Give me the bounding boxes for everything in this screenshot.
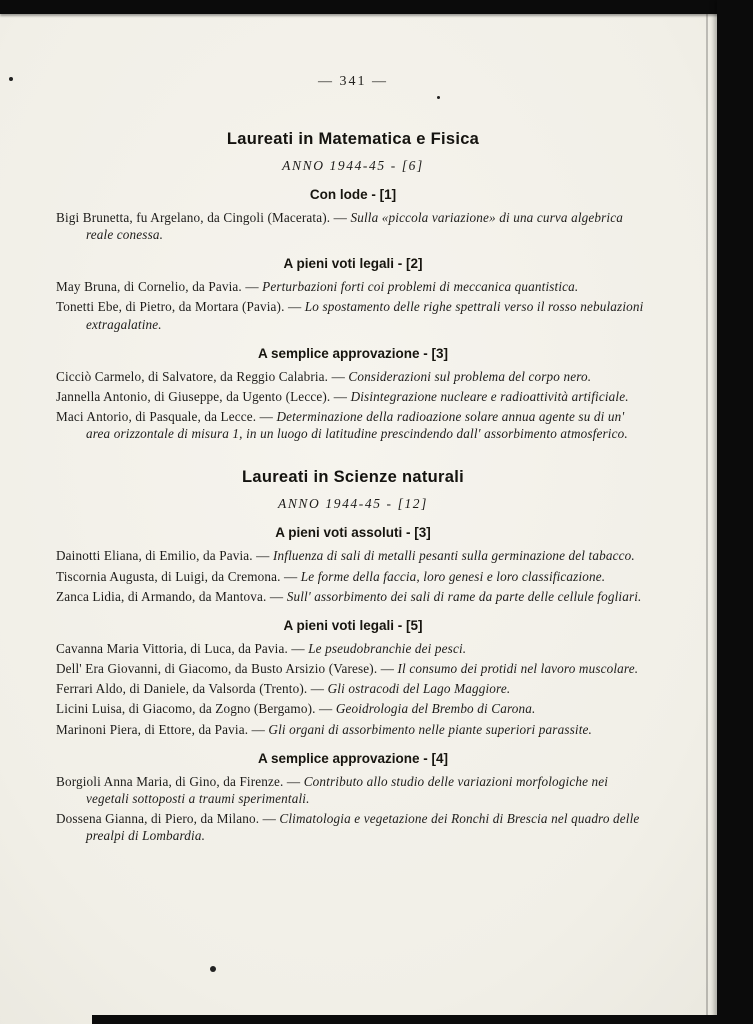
graduate-name: Ferrari Aldo, di Daniele, da Valsorda (Trento). — xyxy=(56,681,325,697)
group-heading: A pieni voti assoluti - [3] xyxy=(275,525,431,541)
graduate-name: Tiscornia Augusta, di Luigi, da Cremona. — xyxy=(56,568,298,584)
section-scienze-naturali xyxy=(56,468,650,844)
thesis-title: Gli organi di assorbimento nelle piante superiori parassite. xyxy=(268,721,592,737)
thesis-title: Influenza di sali di metalli pesanti sulla germinazione del tabacco. xyxy=(272,548,635,564)
graduate-name: May Bruna, di Cornelio, da Pavia. — xyxy=(56,279,259,295)
page-content xyxy=(56,74,650,847)
graduate-name: Marinoni Piera, di Ettore, da Pavia. — xyxy=(56,721,265,737)
graduate-entry xyxy=(56,810,650,844)
graduate-entry xyxy=(56,680,650,697)
group-pieni-voti-legali xyxy=(56,618,650,738)
group-heading: A pieni voti legali - [2] xyxy=(283,256,423,272)
graduate-name: Maci Antorio, di Pasquale, da Lecce. — xyxy=(56,409,274,425)
thesis-title: Gli ostracodi del Lago Maggiore. xyxy=(327,681,511,697)
thesis-title: Perturbazioni forti coi problemi di meccanica quantistica. xyxy=(262,279,579,295)
scan-edge-right xyxy=(717,0,753,1024)
graduate-name: Cicciò Carmelo, di Salvatore, da Reggio Calabria. — xyxy=(56,368,345,384)
thesis-title: Disintegrazione nucleare e radioattività artificiale. xyxy=(350,388,629,404)
group-semplice-approvazione xyxy=(56,751,650,845)
group-heading: A semplice approvazione - [3] xyxy=(257,345,449,361)
thesis-title: Sulla «piccola variazione» di una curva algebrica reale conessa. xyxy=(86,210,623,243)
graduate-entry xyxy=(56,298,650,332)
graduate-name: Bigi Brunetta, fu Argelano, da Cingoli (Macerata). — xyxy=(56,210,348,225)
thesis-title: Le pseudobranchie dei pesci. xyxy=(308,640,467,656)
graduate-name: Dossena Gianna, di Piero, da Milano. — xyxy=(56,810,276,826)
graduate-name: Borgioli Anna Maria, di Gino, da Firenze. — xyxy=(56,773,301,789)
ink-speck xyxy=(210,966,216,972)
section-year: ANNO 1944-45 - [6] xyxy=(282,158,424,173)
ink-speck xyxy=(9,77,13,81)
section-title: Laureati in Scienze naturali xyxy=(241,468,465,487)
graduate-entry xyxy=(56,640,650,657)
graduate-entry xyxy=(56,408,650,442)
graduate-entry xyxy=(56,388,650,405)
graduate-name: Tonetti Ebe, di Pietro, da Mortara (Pavia). — xyxy=(56,299,302,315)
page-edge-line xyxy=(706,14,708,1024)
graduate-entry xyxy=(56,700,650,717)
group-pieni-voti-assoluti xyxy=(56,525,650,604)
graduate-entry xyxy=(56,547,650,564)
graduate-entry xyxy=(56,588,650,605)
page-number: — 341 — xyxy=(318,74,388,89)
section-matematica-fisica xyxy=(56,130,650,442)
thesis-title: Sull' assorbimento dei sali di rame da parte delle cellule fogliari. xyxy=(286,588,642,604)
group-heading: A pieni voti legali - [5] xyxy=(283,617,423,633)
thesis-title: Considerazioni sul problema del corpo nero. xyxy=(348,368,592,384)
thesis-title: Lo spostamento delle righe spettrali verso il rosso nebulazioni extragalatine. xyxy=(86,299,644,332)
scan-edge-top xyxy=(0,0,753,14)
graduate-name: Zanca Lidia, di Armando, da Mantova. — xyxy=(56,588,284,604)
thesis-title: Climatologia e vegetazione dei Ronchi di Brescia nel quadro delle prealpi di Lombardia. xyxy=(86,810,640,844)
thesis-title: Il consumo dei protidi nel lavoro muscolare. xyxy=(397,661,639,677)
graduate-name: Dell' Era Giovanni, di Giacomo, da Busto Arsizio (Varese). — xyxy=(56,661,395,677)
scan-edge-bottom xyxy=(92,1015,753,1024)
thesis-title: Le forme della faccia, loro genesi e loro classificazione. xyxy=(300,568,606,584)
graduate-entry xyxy=(56,660,650,677)
group-semplice-approvazione xyxy=(56,346,650,443)
group-pieni-voti-legali xyxy=(56,256,650,332)
thesis-title: Contributo allo studio delle variazioni morfologiche nei vegetali sottoposti a traumi sperimentali. xyxy=(86,773,609,806)
section-title: Laureati in Matematica e Fisica xyxy=(226,130,480,148)
graduate-entry xyxy=(56,209,650,243)
graduate-entry xyxy=(56,278,650,295)
graduate-entry xyxy=(56,568,650,585)
thesis-title: Geoidrologia del Brembo di Carona. xyxy=(335,701,536,717)
group-heading: Con lode - [1] xyxy=(309,187,397,202)
graduate-name: Dainotti Eliana, di Emilio, da Pavia. — xyxy=(56,548,270,564)
graduate-entry xyxy=(56,773,650,807)
graduate-name: Jannella Antonio, di Giuseppe, da Ugento (Lecce). — xyxy=(56,388,348,404)
graduate-name: Licini Luisa, di Giacomo, da Zogno (Bergamo). — xyxy=(56,701,333,717)
graduate-name: Cavanna Maria Vittoria, di Luca, da Pavia. — xyxy=(56,640,305,656)
group-con-lode xyxy=(56,187,650,243)
group-heading: A semplice approvazione - [4] xyxy=(257,750,449,766)
section-year: ANNO 1944-45 - [12] xyxy=(277,496,429,512)
thesis-title: Determinazione della radioazione solare annua agente su di un' area orizzontale di misura 1, in un luogo di latitudine prescindendo dall' assorbimento atmosferico. xyxy=(86,409,628,442)
graduate-entry xyxy=(56,721,650,738)
graduate-entry xyxy=(56,368,650,385)
